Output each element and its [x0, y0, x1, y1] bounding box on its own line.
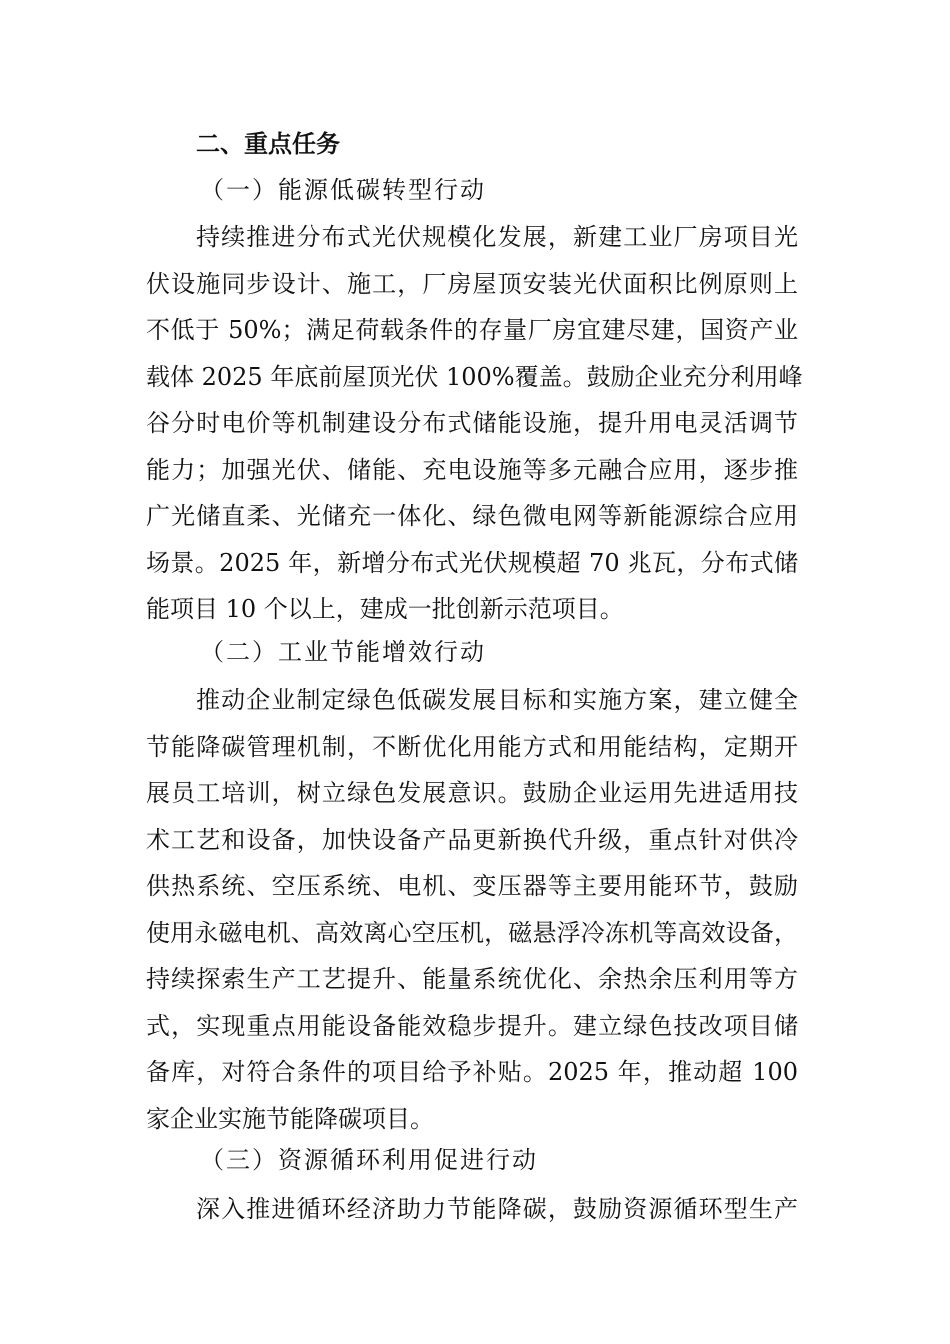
- paragraph-line: 深入推进循环经济助力节能降碳，鼓励资源循环型生产: [196, 1195, 798, 1223]
- paragraph-line: 场景。2025 年，新增分布式光伏规模超 70 兆瓦，分布式储: [146, 548, 798, 577]
- paragraph-line: 家企业实施节能降碳项目。: [146, 1104, 434, 1133]
- paragraph-line: 供热系统、空压系统、电机、变压器等主要用能环节，鼓励: [146, 872, 798, 900]
- paragraph-line: 推动企业制定绿色低碳发展目标和实施方案，建立健全: [196, 686, 798, 714]
- paragraph-line: 备库，对符合条件的项目给予补贴。2025 年，推动超 100: [146, 1058, 798, 1086]
- paragraph-line: 式，实现重点用能设备能效稳步提升。建立绿色技改项目储: [146, 1011, 798, 1040]
- paragraph-line: 能力；加强光伏、储能、充电设施等多元融合应用，逐步推: [146, 455, 798, 484]
- paragraph-line: 谷分时电价等机制建设分布式储能设施，提升用电灵活调节: [146, 409, 798, 437]
- paragraph-3: [146, 1186, 798, 1233]
- paragraph-1: [146, 214, 803, 633]
- subsection-heading-3: （三）资源循环利用促进行动: [200, 1146, 538, 1174]
- paragraph-line: 能项目 10 个以上，建成一批创新示范项目。: [146, 595, 624, 623]
- paragraph-line: 展员工培训，树立绿色发展意识。鼓励企业运用先进适用技: [146, 779, 798, 807]
- paragraph-line: 载体 2025 年底前屋顶光伏 100%覆盖。鼓励企业充分利用峰: [146, 362, 803, 391]
- paragraph-line: 持续探索生产工艺提升、能量系统优化、余热余压利用等方: [146, 965, 798, 993]
- paragraph-line: 不低于 50%；满足荷载条件的存量厂房宜建尽建，国资产业: [146, 316, 798, 344]
- paragraph-line: 伏设施同步设计、施工，厂房屋顶安装光伏面积比例原则上: [146, 269, 798, 298]
- paragraph-line: 广光储直柔、光储充一体化、绿色微电网等新能源综合应用: [146, 502, 798, 530]
- paragraph-line: 节能降碳管理机制，不断优化用能方式和用能结构，定期开: [146, 732, 798, 761]
- paragraph-2: [146, 677, 798, 1142]
- subsection-heading-2: （二）工业节能增效行动: [200, 638, 486, 666]
- subsection-heading-1: （一）能源低碳转型行动: [200, 176, 486, 204]
- paragraph-line: 使用永磁电机、高效离心空压机，磁悬浮冷冻机等高效设备，: [146, 918, 798, 947]
- section-heading: 二、重点任务: [196, 130, 340, 158]
- paragraph-line: 术工艺和设备，加快设备产品更新换代升级，重点针对供冷: [146, 825, 798, 854]
- paragraph-line: 持续推进分布式光伏规模化发展，新建工业厂房项目光: [196, 223, 798, 251]
